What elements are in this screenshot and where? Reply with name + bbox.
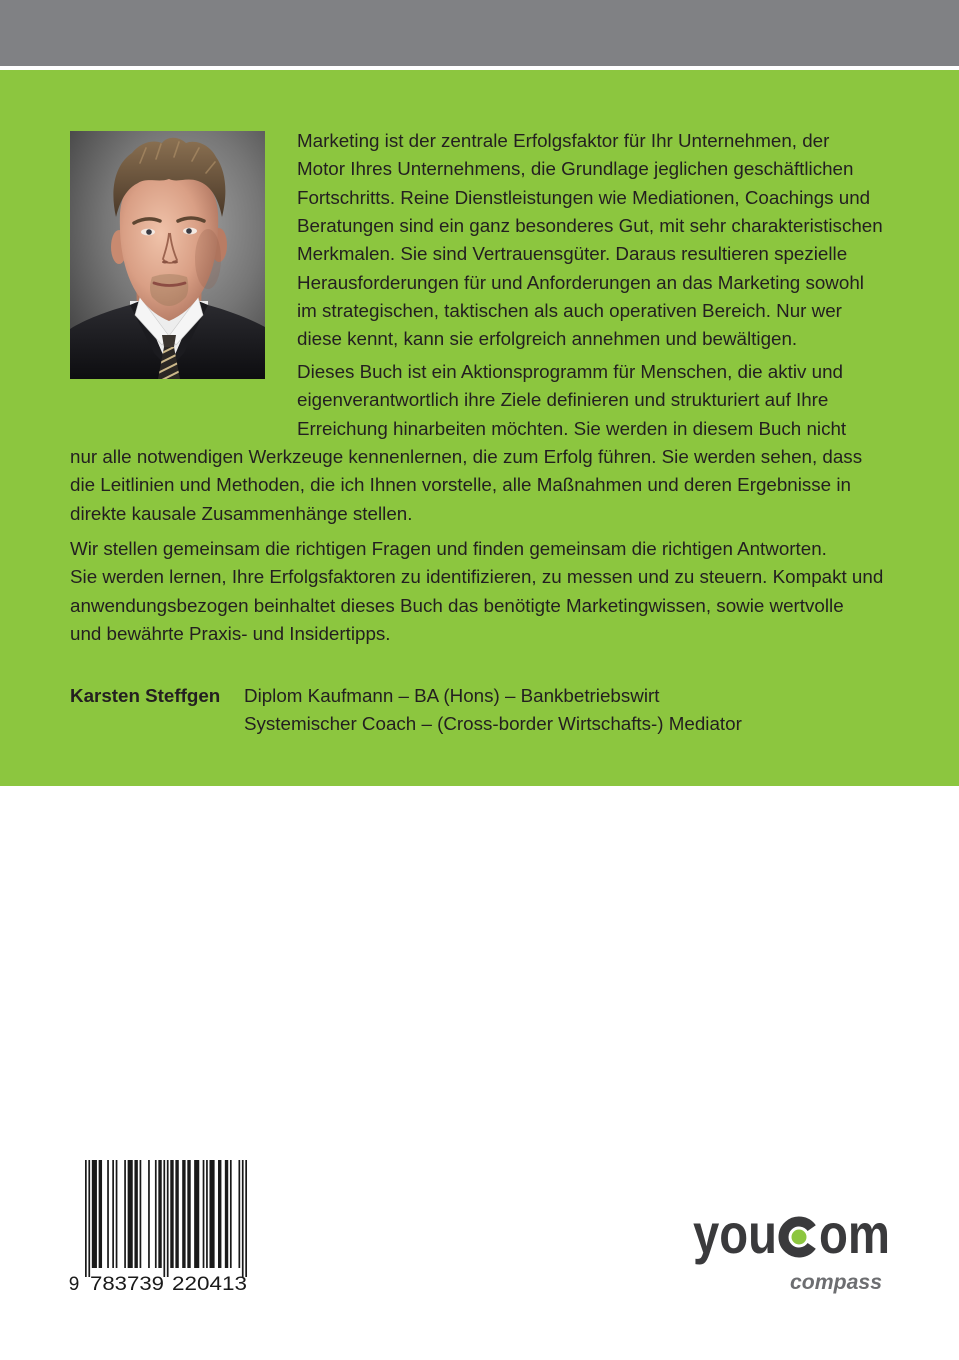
barcode-bar [148, 1160, 150, 1268]
text-line: Motor Ihres Unternehmens, die Grundlage jeglichen geschäftlichen [297, 158, 854, 180]
barcode-bar [112, 1160, 114, 1268]
description-paragraph-1 [297, 127, 883, 354]
barcode-bar [238, 1160, 240, 1268]
isbn-barcode [60, 1150, 260, 1300]
barcode-bar [187, 1160, 190, 1268]
iris-left [146, 229, 152, 235]
cheek-shadow [195, 229, 221, 289]
text-line: die Leitlinien und Methoden, die ich Ihnen vorstelle, alle Maßnahmen und deren Ergebnisse in [70, 474, 851, 496]
text-line: Herausforderungen für und Anforderungen an das Marketing sowohl [297, 271, 864, 293]
barcode-bar [140, 1160, 142, 1268]
text-line: diese kennt, kann sie erfolgreich annehmen und bewältigen. [297, 328, 798, 350]
tie-knot [162, 335, 176, 347]
logo-tagline: compass [790, 1271, 882, 1294]
author-photo [70, 131, 265, 379]
text-line: Marketing ist der zentrale Erfolgsfaktor für Ihr Unternehmen, der [297, 130, 830, 151]
text-line: Sie werden lernen, Ihre Erfolgsfaktoren zu identifizieren, zu messen und zu steuern. Kompakt und [70, 566, 884, 588]
barcode-guard-bar [245, 1160, 247, 1277]
barcode-bar [170, 1160, 173, 1268]
iris-right [186, 228, 192, 234]
barcode-bar [107, 1160, 109, 1268]
barcode-guard-bar [88, 1160, 90, 1277]
text-line: anwendungsbezogen beinhaltet dieses Buch das benötigte Marketingwissen, sowie wertvolle [70, 594, 844, 616]
description-paragraph-2 [70, 358, 862, 528]
barcode-bar [155, 1160, 157, 1268]
barcode-bar [124, 1160, 126, 1268]
logo-text-prefix: you [693, 1202, 777, 1265]
barcode-bar [134, 1160, 137, 1268]
text-line: Wir stellen gemeinsam die richtigen Fragen und finden gemeinsam die richtigen Antworten. [70, 538, 827, 559]
barcode-bar [209, 1160, 214, 1268]
barcode-guard-bar [242, 1160, 244, 1277]
text-line: im strategischen, taktischen als auch operativen Bereich. Nur wer [297, 300, 842, 322]
author-title-line: Diplom Kaufmann – BA (Hons) – Bankbetriebswirt [244, 685, 660, 706]
top-gray-band [0, 0, 959, 66]
text-line: Erreichung hinarbeiten möchten. Sie werden in diesem Buch nicht [297, 417, 847, 439]
barcode-bar [194, 1160, 199, 1268]
description-paragraph-3 [70, 535, 883, 648]
nostril-left [162, 261, 168, 264]
text-line: Beratungen sind ein ganz besonderes Gut, mit sehr charakteristischen [297, 215, 883, 237]
barcode-bar [92, 1160, 97, 1268]
barcode-guard-bar [167, 1160, 169, 1277]
author-title-line: Systemischer Coach – (Cross-border Wirtschafts-) Mediator [244, 713, 742, 735]
text-line: Merkmalen. Sie sind Vertrauensgüter. Daraus resultieren spezielle [297, 243, 848, 265]
text-line: direkte kausale Zusammenhänge stellen. [70, 502, 413, 524]
barcode-bars [85, 1160, 247, 1277]
logo-text-suffix: om [819, 1202, 890, 1265]
author-titles [244, 682, 742, 739]
barcode-bar [158, 1160, 161, 1268]
barcode-digit-first: 9 [68, 1274, 80, 1295]
text-line: eigenverantwortlich ihre Ziele definieren und strukturiert auf Ihre [297, 389, 829, 411]
logo-green-dot-icon [792, 1230, 807, 1245]
text-line: Dieses Buch ist ein Aktionsprogramm für Menschen, die aktiv und [297, 361, 843, 382]
barcode-digits-left: 783739 [90, 1274, 164, 1295]
barcode-bar [99, 1160, 102, 1268]
nostril-right [172, 261, 178, 264]
barcode-bar [116, 1160, 118, 1268]
barcode-bar [218, 1160, 221, 1268]
barcode-guard-bar [163, 1160, 165, 1277]
barcode-bar [230, 1160, 232, 1268]
barcode-bar [225, 1160, 228, 1268]
barcode-bar [203, 1160, 205, 1268]
youcom-compass-logo [688, 1200, 898, 1300]
barcode-guard-bar [85, 1160, 87, 1277]
text-line: nur alle notwendigen Werkzeuge kennenlernen, die zum Erfolg führen. Sie werden sehen, dass [70, 446, 863, 468]
barcode-bar [175, 1160, 178, 1268]
text-line: und bewährte Praxis- und Insidertipps. [70, 623, 391, 645]
author-name: Karsten Steffgen [70, 685, 221, 706]
barcode-bar [206, 1160, 208, 1268]
barcode-digits-right: 220413 [172, 1274, 247, 1295]
barcode-bar [182, 1160, 185, 1268]
barcode-bar [128, 1160, 133, 1268]
text-line: Fortschritts. Reine Dienstleistungen wie Mediationen, Coachings und [297, 186, 871, 208]
